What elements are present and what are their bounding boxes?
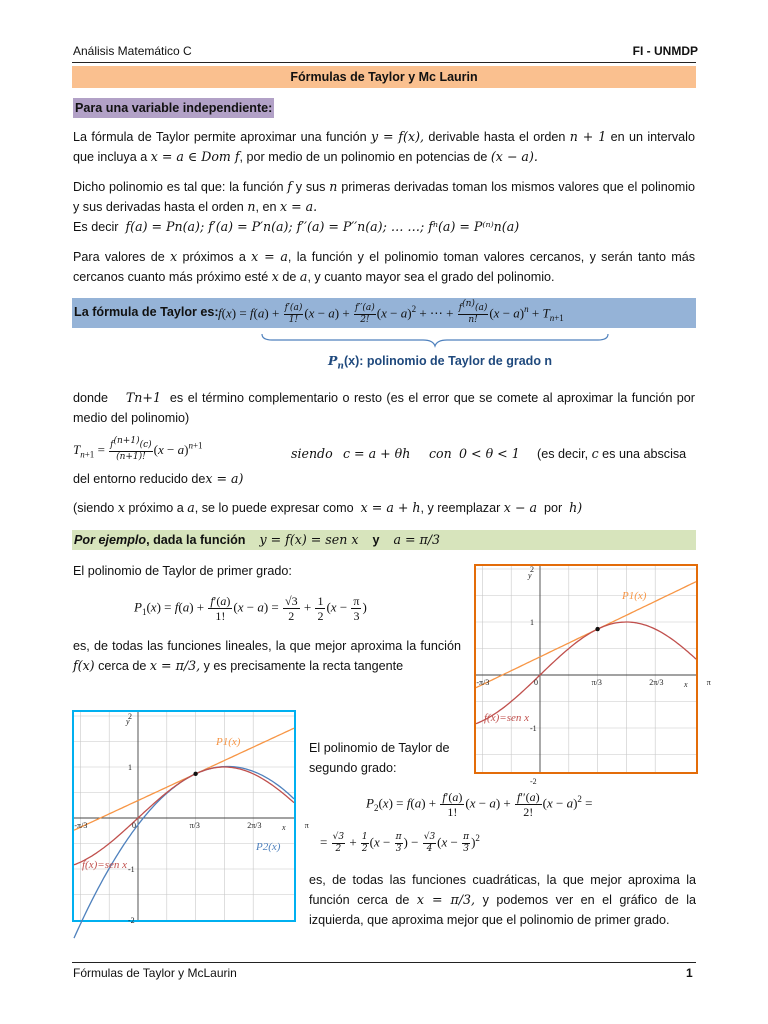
sine-curve <box>476 622 696 724</box>
p1-label: P1(x) <box>622 590 647 602</box>
footer-title: Fórmulas de Taylor y McLaurin <box>73 966 237 980</box>
y-axis-label: y <box>126 717 130 726</box>
graph-second-degree-plot <box>74 712 309 925</box>
remainder-formula-line: $T_{n+1}$ = $\frac{f^{(n+1)}(c)}{(n+1)!}$ $(x - a)^{n+1}$ siendo c = a + θh con 0 < θ < 1 (es decir, c es una abscisa <box>73 436 687 462</box>
tangent-line <box>476 582 696 688</box>
y-tick-label: -2 <box>530 777 537 786</box>
taylor-formula-label: La fórmula de Taylor es: <box>74 305 219 319</box>
x-tick-label: 0 <box>534 678 538 687</box>
y-tick-label: 1 <box>530 618 534 627</box>
x-tick-label: π/3 <box>189 821 200 830</box>
p1-label: P1(x) <box>216 736 241 748</box>
graph-first-degree-plot <box>476 565 711 786</box>
header-rule <box>72 62 696 63</box>
section-heading: Para una variable independiente: <box>73 98 274 118</box>
tangent-line <box>74 728 294 830</box>
taylor-formula: f(x) = f(a) + $\frac{f'(a)}{1!}$ (x − a) + $\frac{f''(a)}{2!}$ $(x - a)^2$ + ⋯ + $\frac{f^{(n)}(a)}{n!}$ $(x - a)^n + T_{n+1}$ <box>218 299 564 325</box>
x-tick-label: 2π/3 <box>247 821 262 830</box>
footer-rule <box>72 962 696 963</box>
x-tick-label: π <box>706 678 711 687</box>
second-degree-title: El polinomio de Taylor de segundo grado: <box>309 741 450 775</box>
page-number: 1 <box>686 966 693 980</box>
first-degree-title: El polinomio de Taylor de primer grado: <box>73 564 292 578</box>
paragraph-remainder: donde Tn+1 es el término complementario o resto (es el error que se comete al aproximar la función por medio del polinomio) <box>73 390 695 425</box>
y-tick-label: 2 <box>530 565 534 574</box>
p2-label: P2(x) <box>256 841 281 853</box>
example-band: Por ejemplo, dada la función y = f(x) = sen x y a = π/3 <box>72 530 696 550</box>
x-tick-label: π <box>304 821 309 830</box>
paragraph-h-substitution: (siendo x próximo a a, se lo puede expresar como x = a + h, y reemplazar x − a por h) <box>73 500 583 515</box>
page-title: Fórmulas de Taylor y Mc Laurin <box>72 66 696 88</box>
paragraph-polynomial: Dicho polinomio es tal que: la función f y sus n primeras derivadas toman los mismos valores que el polinomio y sus derivadas hasta el orden n, en x = a. <box>73 179 696 214</box>
taylor-formula-band <box>72 298 696 328</box>
tangency-point <box>595 627 599 631</box>
taylor-polynomial-caption: $P_n(x)$: polinomio de Taylor de grado n <box>328 353 553 372</box>
doc-header-left: Análisis Matemático C <box>73 44 192 58</box>
graph-first-degree <box>474 564 711 786</box>
first-degree-formula: $P_1(x) = f(a)$ + $\frac{f'(a)}{1!}$ (x − a) = $\frac{√3}{2}$ + $\frac{1}{2}$ (x − $\frac{\pi}{3}$ ) <box>134 594 367 623</box>
x-axis-label: x <box>282 823 286 832</box>
x-axis-label: x <box>684 680 688 689</box>
x-tick-label: 0 <box>132 821 136 830</box>
y-tick-label: -1 <box>530 724 537 733</box>
second-degree-result: = $\frac{√3}{2}$ + $\frac{1}{2}$ (x − $\frac{\pi}{3}$ ) − $\frac{√3}{4}$ (x − $\frac{\pi}{3}$ )$^2$ <box>320 832 480 854</box>
second-degree-explanation: es, de todas las funciones cuadráticas, la que mejor aproxima la función cerca de x = π/3, y podemos ver en el gráfico de la izquierda, que aproxima mejor que el polinomio de primer grado. <box>309 873 697 927</box>
f-label: f(x)=sen x <box>82 859 127 871</box>
y-tick-label: 1 <box>128 763 132 772</box>
paragraph-intro: La fórmula de Taylor permite aproximar una función y = f(x), derivable hasta el orden n + 1 en un intervalo que incluya a x = a ∈ Dom f, por medio de un polinomio en potencias de (x − a). <box>73 129 695 164</box>
y-axis-label: y <box>528 571 532 580</box>
paragraph-proximity: Para valores de x próximos a x = a, la función y el polinomio toman valores cercanos, y serán tanto más cercanos cuanto más próximo esté x de a, y cuanto mayor sea el grado del polinomio. <box>73 249 696 284</box>
x-tick-label: -π/3 <box>476 678 490 687</box>
paragraph-es-decir: Es decir f(a) = Pn(a); f′(a) = P′n(a); f′′(a) = P′′n(a); … …; fⁿ(a) = P⁽ⁿ⁾n(a) <box>73 219 520 234</box>
y-tick-label: -2 <box>128 916 135 925</box>
y-tick-label: 2 <box>128 712 132 721</box>
tangency-point <box>193 772 197 776</box>
graph-second-degree <box>72 710 309 925</box>
x-tick-label: 2π/3 <box>649 678 664 687</box>
f-label: f(x)=sen x <box>484 712 529 724</box>
x-tick-label: -π/3 <box>74 821 88 830</box>
remainder-formula-line-2: del entorno reducido dex = a) <box>73 471 244 486</box>
x-tick-label: π/3 <box>591 678 602 687</box>
first-degree-explanation: es, de todas las funciones lineales, la que mejor aproxima la función f(x) cerca de x = π/3, y es precisamente la recta tangente <box>73 639 461 673</box>
underbrace <box>260 332 610 348</box>
y-tick-label: -1 <box>128 865 135 874</box>
second-degree-formula: $P_2(x) = f(a)$ + $\frac{f'(a)}{1!}$ (x − a) + $\frac{f''(a)}{2!}$ $(x - a)^2$ = <box>366 790 593 819</box>
doc-header-right: FI - UNMDP <box>632 44 698 58</box>
